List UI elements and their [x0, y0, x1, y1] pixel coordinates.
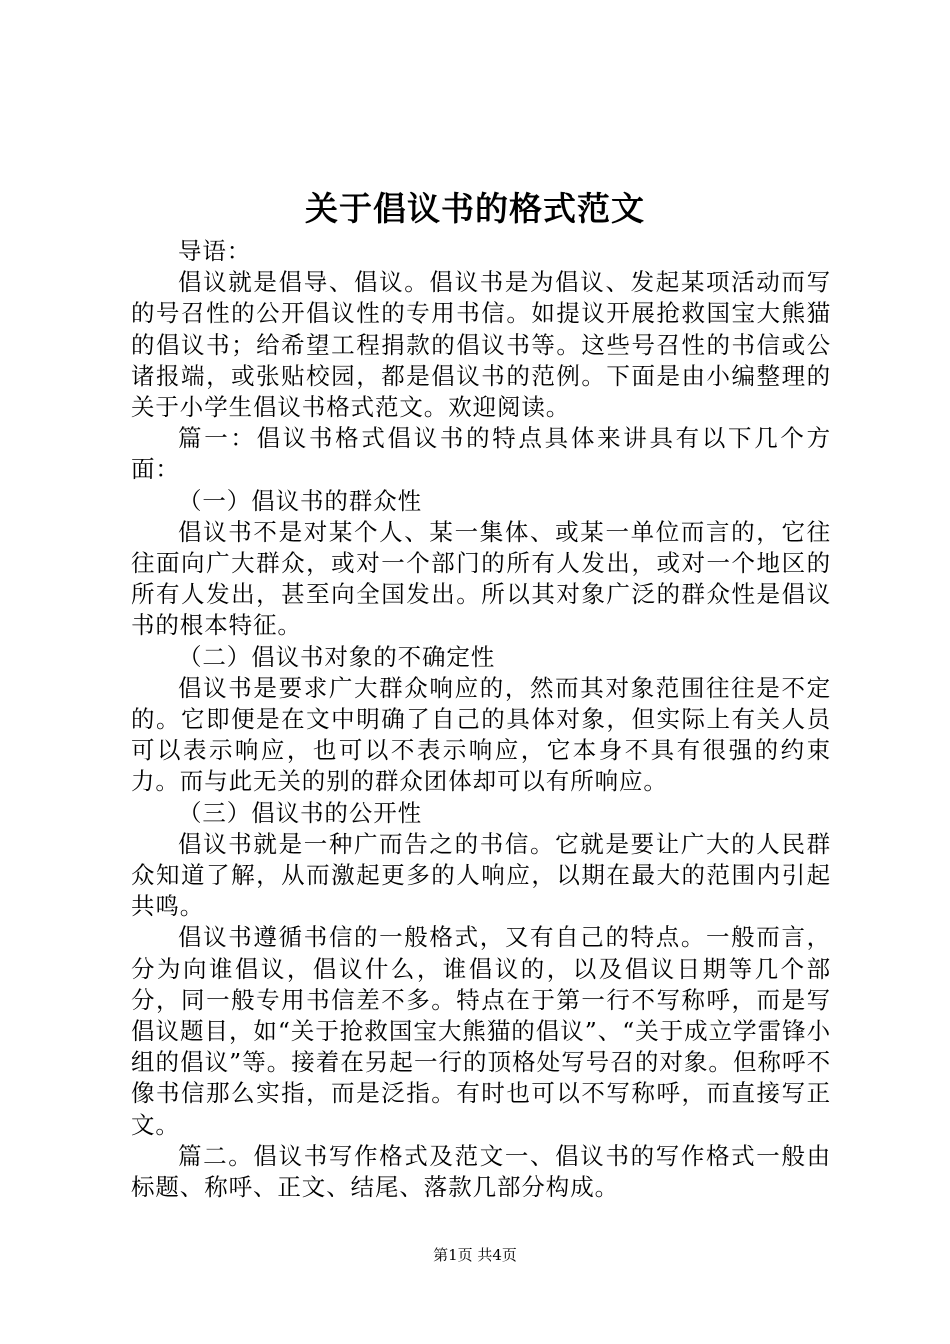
- paragraph: 篇二。倡议书写作格式及范文一、倡议书的写作格式一般由标题、称呼、正文、结尾、落款几部分构成。: [131, 1141, 831, 1202]
- paragraph: 倡议书不是对某个人、某一集体、或某一单位而言的，它往往面向广大群众，或对一个部门的所有人发出，或对一个地区的所有人发出，甚至向全国发出。所以其对象广泛的群众性是倡议书的根本特征。: [131, 517, 831, 640]
- document-body: [131, 236, 831, 1203]
- document-title: 关于倡议书的格式范文: [305, 189, 645, 228]
- paragraph: 篇一：倡议书格式倡议书的特点具体来讲具有以下几个方面：: [131, 424, 831, 484]
- paragraph: 倡议书是要求广大群众响应的，然而其对象范围往往是不定的。它即便是在文中明确了自己的具体对象，但实际上有关人员可以表示响应，也可以不表示响应，它本身不具有很强的约束力。而与此无关的别的群众团体却可以有所响应。: [131, 673, 831, 796]
- page-footer: 第1页 共4页: [433, 1246, 517, 1264]
- section-heading: （三）倡议书的公开性: [178, 798, 422, 827]
- paragraph: 倡议书就是一种广而告之的书信。它就是要让广大的人民群众知道了解，从而激起更多的人响应，以期在最大的范围内引起共鸣。: [131, 829, 831, 921]
- section-heading: （一）倡议书的群众性: [178, 486, 422, 515]
- paragraph: 倡议书遵循书信的一般格式，又有自己的特点。一般而言，分为向谁倡议，倡议什么，谁倡议的，以及倡议日期等几个部分，同一般专用书信差不多。特点在于第一行不写称呼，而是写倡议题目，如“关于抢救国宝大熊猫的倡议”、“关于成立学雷锋小组的倡议”等。接着在另起一行的顶格处写号召的对象。但称呼不像书信那么实指，而是泛指。有时也可以不写称呼，而直接写正文。: [131, 923, 831, 1139]
- paragraph-intro-label: 导语：: [178, 237, 252, 265]
- section-heading: （二）倡议书对象的不确定性: [178, 642, 496, 671]
- paragraph: 倡议就是倡导、倡议。倡议书是为倡议、发起某项活动而写的号召性的公开倡议性的专用书信。如提议开展抢救国宝大熊猫的倡议书；给希望工程捐款的倡议书等。这些号召性的书信或公诸报端，或张贴校园，都是倡议书的范例。下面是由小编整理的关于小学生倡议书格式范文。欢迎阅读。: [131, 268, 831, 422]
